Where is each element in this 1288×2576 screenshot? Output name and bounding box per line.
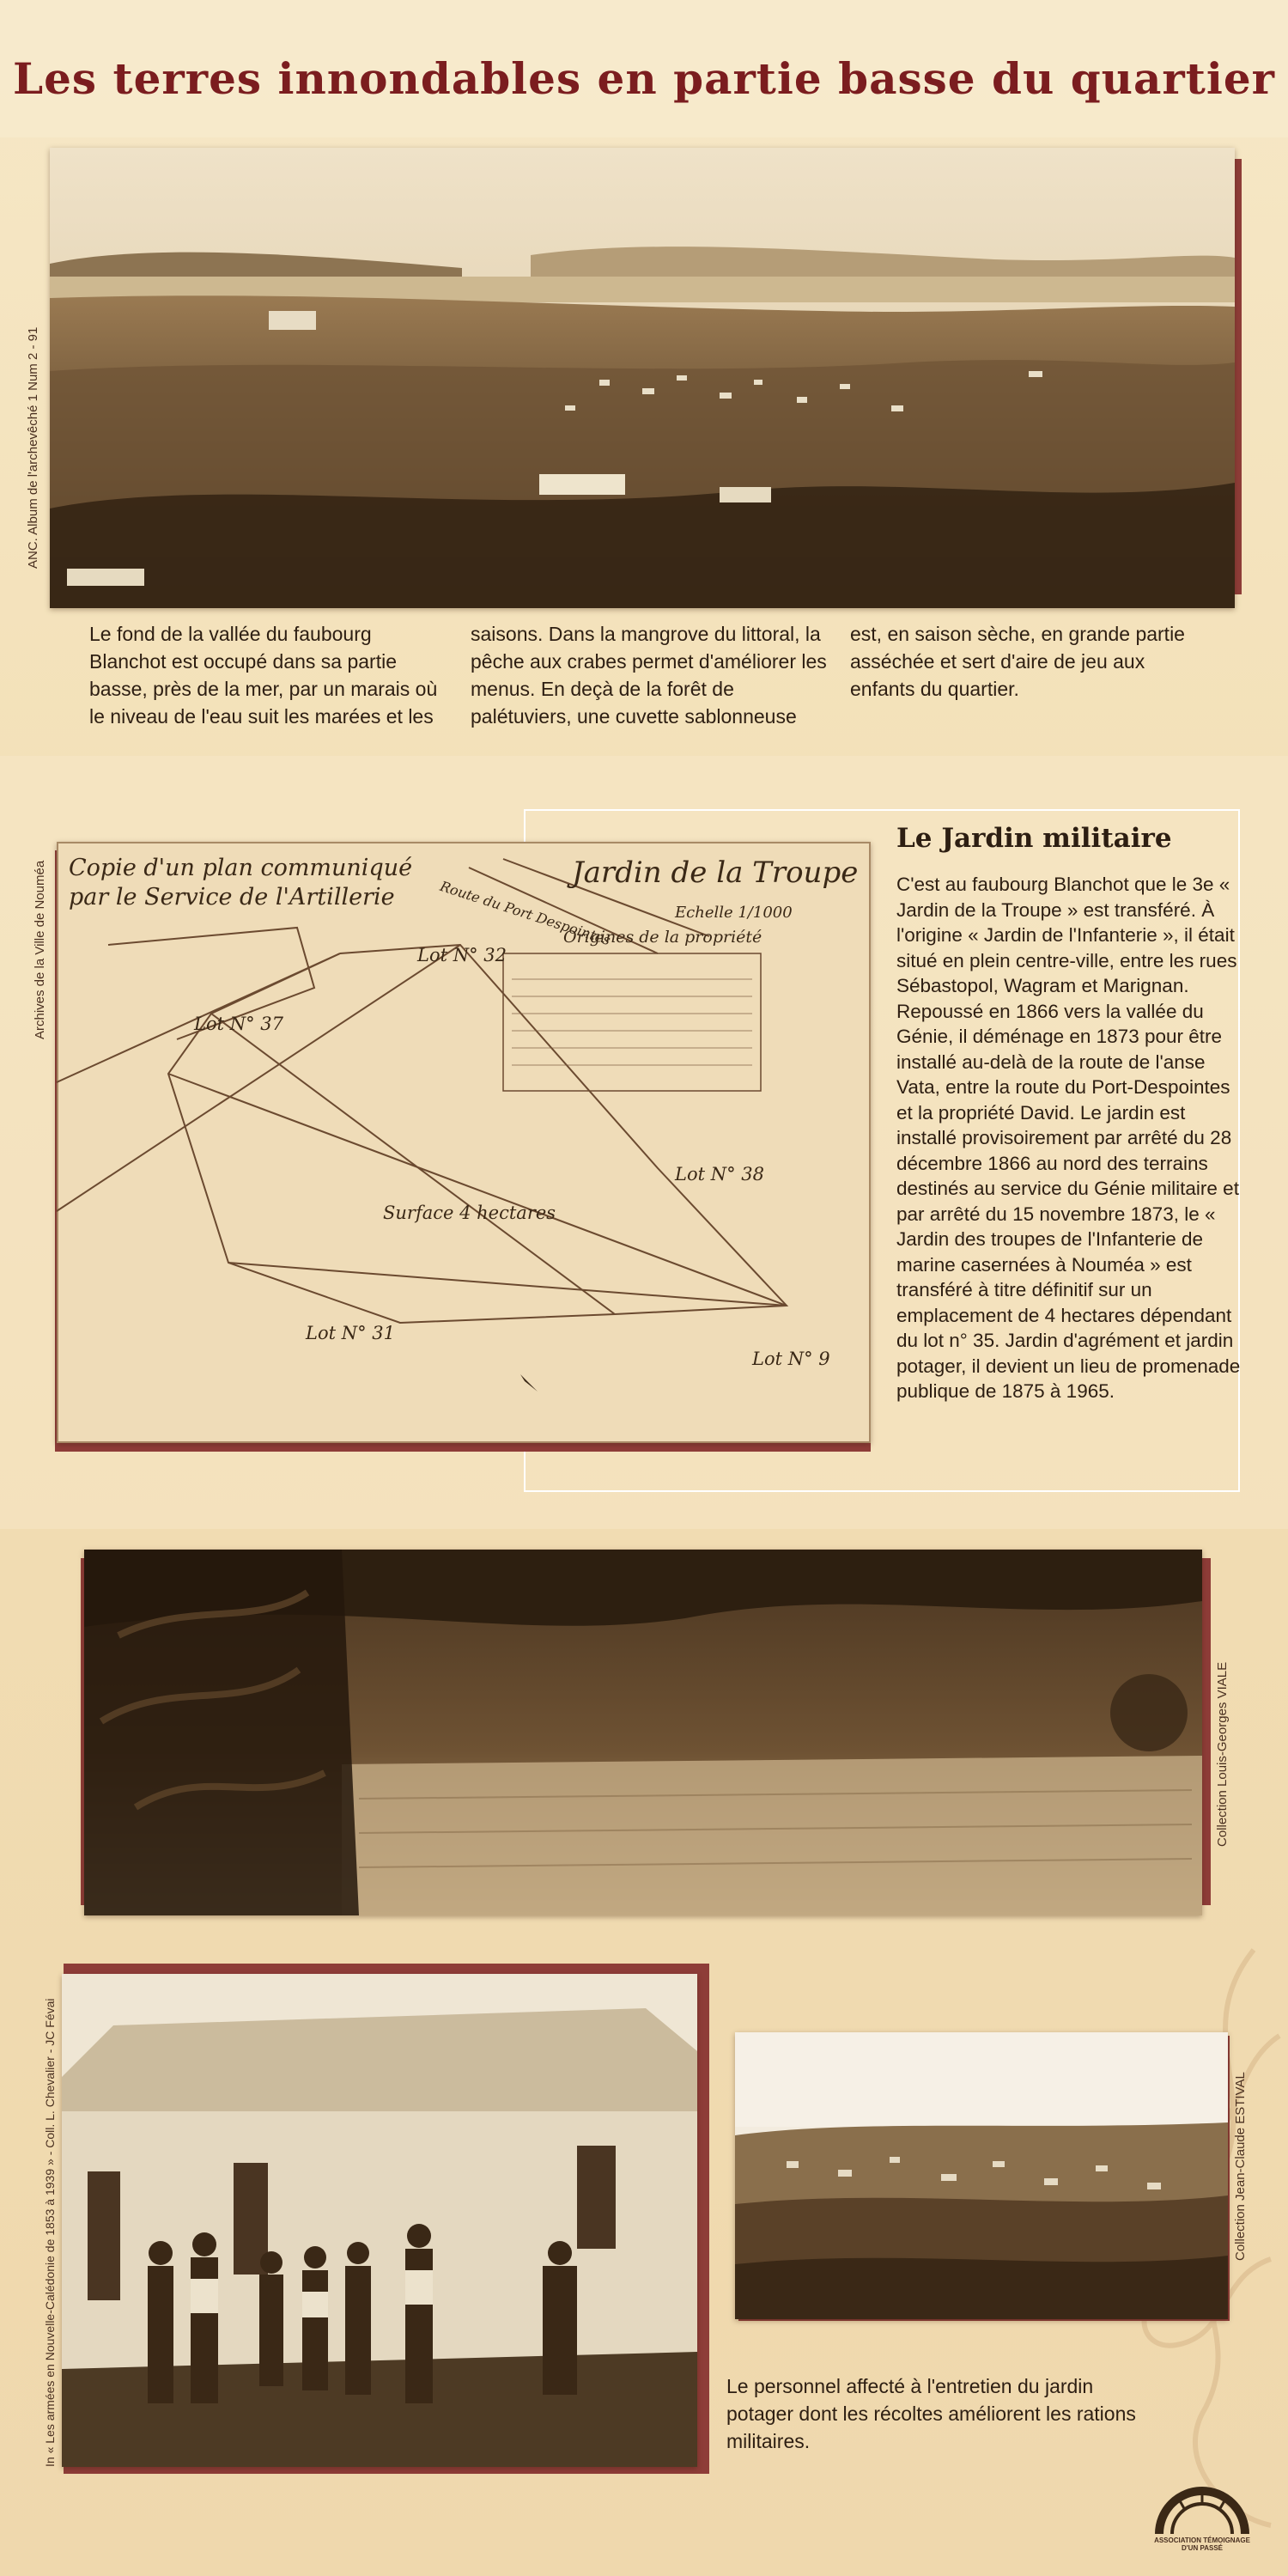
intro-column-1: Le fond de la vallée du faubourg Blanchot est occupé dans sa partie basse, près de la mer, par un marais où le niveau de l'eau suit les marées et les [89, 623, 438, 728]
map-credit: Archives de la Ville de Nouméa [33, 860, 47, 1039]
photo1-credit: ANC. Album de l'archevêché 1 Num 2 - 91 [26, 326, 40, 569]
map-surface: Surface 4 hectares [383, 1203, 556, 1223]
map-heading-left: Copie d'un plan communiqué par le Service de l'Artillerie [69, 855, 413, 910]
map-heading-right: Jardin de la Troupe [572, 856, 859, 890]
page-title: Les terres innondables en partie basse du quartier [12, 52, 1276, 104]
intro-column-2: saisons. Dans la mangrove du littoral, la pêche aux crabes permet d'améliorer les menus. En deçà de la forêt de palétuviers, une cuvette sablonneuse [471, 623, 827, 728]
map-scale: Echelle 1/1000 [675, 904, 793, 922]
map-lot-9: Lot N° 9 [752, 1349, 830, 1369]
map-origins: Origines de la propriété [563, 928, 762, 947]
map-lot-38: Lot N° 38 [675, 1164, 764, 1184]
photo-caption: Le personnel affecté à l'entretien du jardin potager dont les récoltes améliorent les rations militaires. [726, 2375, 1136, 2452]
logo-text: ASSOCIATION TÉMOIGNAGE D'UN PASSÉ [1154, 2536, 1250, 2552]
soldiers-photo [62, 1974, 697, 2467]
map-lot-32: Lot N° 32 [417, 945, 507, 965]
map-road: Route du Port Despointes [438, 878, 613, 949]
jardin-title: Le Jardin militaire [896, 823, 1172, 854]
village-photo [735, 2032, 1228, 2319]
photo4-credit: In « Les armées en Nouvelle-Calédonie de 1853 à 1939 » - Coll. L. Chevalier - JC Févai [43, 1998, 57, 2467]
photo3-credit: Collection Louis-Georges VIALE [1215, 1661, 1230, 1847]
garden-field-photo [84, 1550, 1202, 1915]
jardin-text: C'est au faubourg Blanchot que le 3e « Jardin de la Troupe » est transféré. À l'origine « Jardin de l'Infanterie », il était situé en plein centre-ville, entre les rues Sébastopol, Wagram et Marignan. Repoussé en 1866 vers la vallée du Génie, il déménage en 1873 pour être installé au-delà de la route de l'anse Vata, entre la route du Port-Despointes et la propriété David. Le jardin est installé provisoirement par arrêté du 28 décembre 1866 au nord des terrains destinés au service du Génie militaire et par arrêté du 15 novembre 1873, le « Jardin des troupes de l'Infanterie de marine casernées à Nouméa » est transféré à titre définitif sur un emplacement de 4 hectares dépendant du lot n° 35. Jardin d'agrément et jardin potager, il devient un lieu de promenade publique de 1875 à 1965. [896, 874, 1241, 1402]
map-lot-37: Lot N° 37 [194, 1014, 283, 1034]
map-lot-31: Lot N° 31 [306, 1323, 395, 1343]
plan-map [57, 842, 871, 1443]
photo5-credit: Collection Jean-Claude ESTIVAL [1233, 2072, 1248, 2261]
intro-column-3: est, en saison sèche, en grande partie asséchée et sert d'aire de jeu aux enfants du quartier. [850, 623, 1185, 700]
panorama-photo [50, 148, 1235, 608]
